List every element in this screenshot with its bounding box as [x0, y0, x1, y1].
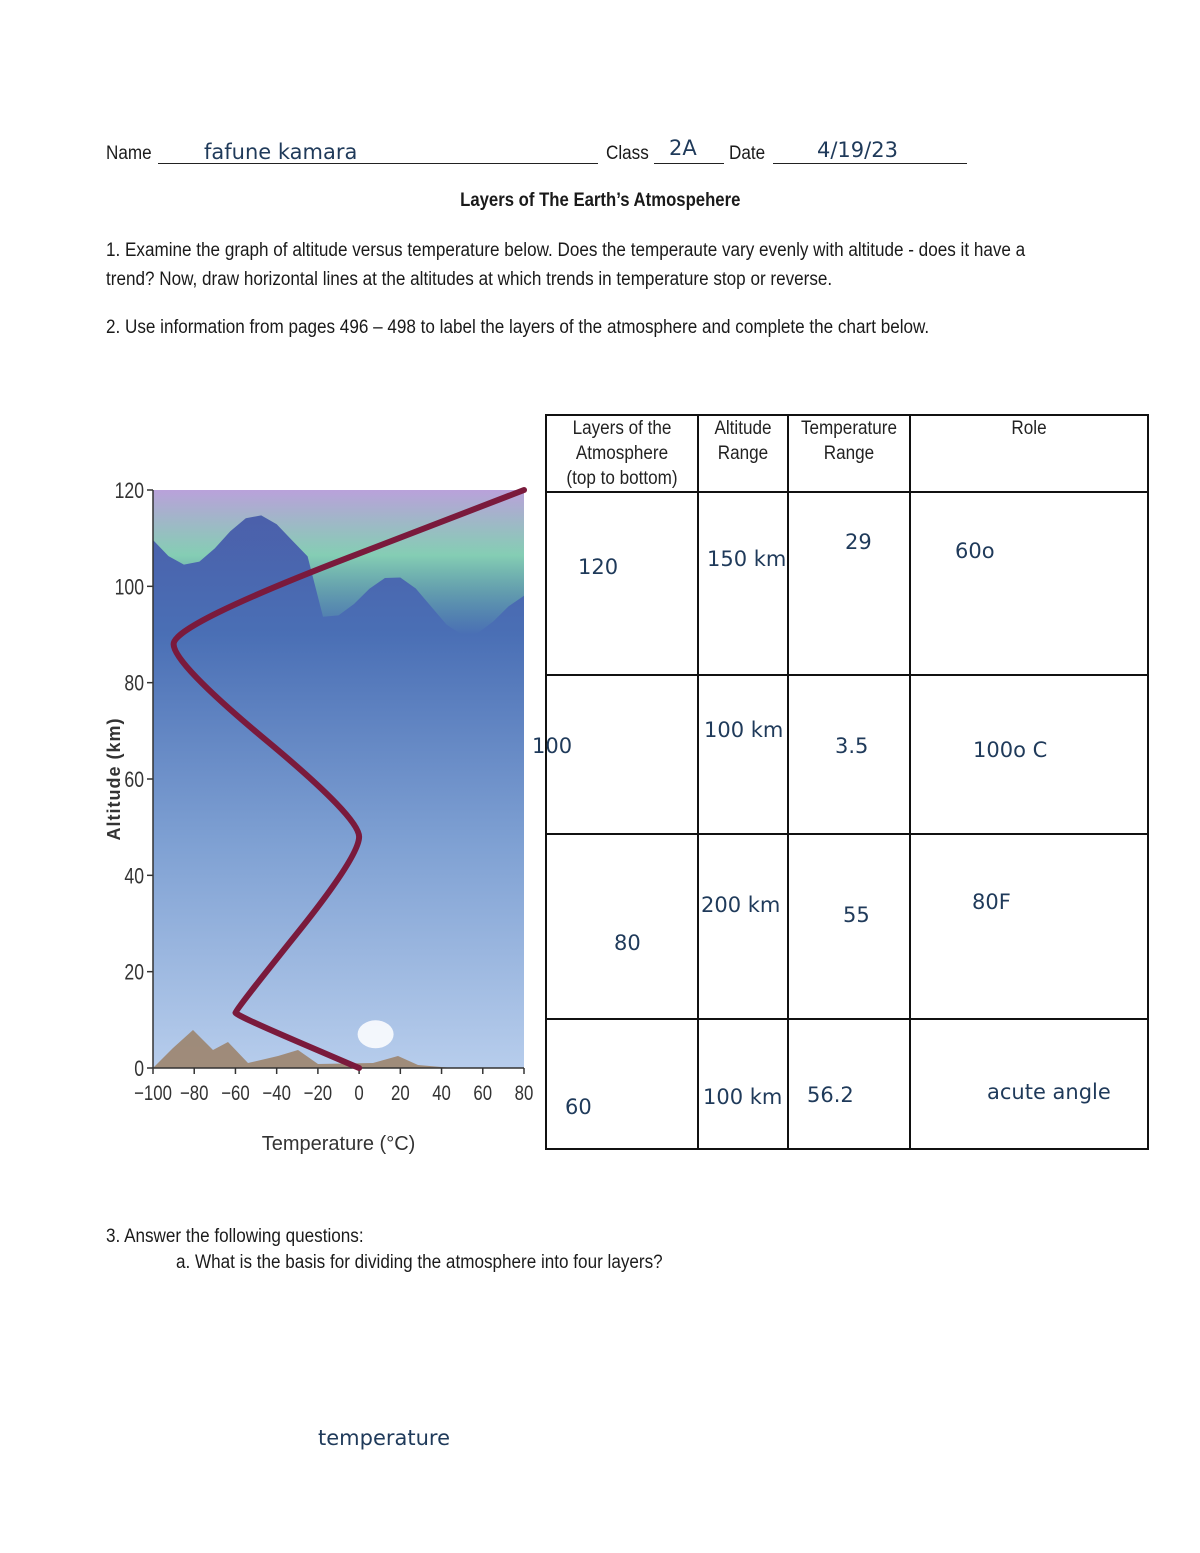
class-value[interactable]: 2A: [669, 136, 697, 160]
date-label: Date: [729, 143, 766, 164]
header-altitude: Altitude Range: [698, 415, 788, 492]
x-tick-label: 80: [514, 1082, 534, 1106]
cell-layer[interactable]: 120: [546, 492, 698, 675]
questions-header: 3. Answer the following questions:: [106, 1226, 364, 1247]
header-layers: Layers of the Atmosphere (top to bottom): [546, 415, 698, 492]
y-tick-label: 120: [114, 479, 144, 504]
cloud-decoration: [358, 1020, 394, 1048]
x-tick-label: 20: [390, 1082, 410, 1106]
instruction-2: 2. Use information from pages 496 – 498 to label the layers of the atmosphere and complete the chart below.: [106, 317, 930, 338]
cell-layer[interactable]: 60: [546, 1019, 698, 1149]
y-tick-label: 60: [124, 768, 144, 793]
y-axis-label: Altitude (km): [104, 717, 124, 841]
x-tick-label: −20: [303, 1082, 333, 1106]
instruction-1: 1. Examine the graph of altitude versus temperature below. Does the temperaute vary evenly with altitude - does it have a trend? Now, draw horizontal lines at the altitudes at which trends in temperature stop or reverse.: [106, 240, 1026, 290]
date-value[interactable]: 4/19/23: [817, 138, 898, 162]
table-row: [546, 834, 1148, 1019]
header-role: Role: [910, 415, 1148, 492]
name-value[interactable]: fafune kamara: [204, 140, 358, 164]
altitude-temperature-chart: [100, 470, 540, 1180]
x-tick-label: −80: [179, 1082, 209, 1106]
x-axis-label: Temperature (°C): [261, 1133, 416, 1155]
x-tick-label: 60: [473, 1082, 493, 1106]
x-tick-label: −100: [134, 1082, 172, 1106]
header-temperature: Temperature Range: [788, 415, 910, 492]
cell-role[interactable]: acute angle: [910, 1019, 1148, 1149]
y-tick-label: 100: [114, 575, 144, 600]
y-tick-label: 20: [124, 960, 144, 986]
x-tick-label: −60: [221, 1082, 250, 1106]
question-a: a. What is the basis for dividing the atmosphere into four layers?: [176, 1252, 663, 1273]
cell-altitude[interactable]: 200 km: [698, 834, 788, 1019]
x-tick-label: 0: [354, 1082, 364, 1106]
cell-role[interactable]: 80F: [910, 834, 1148, 1019]
cell-role[interactable]: 100o C: [910, 675, 1148, 834]
date-underline: [773, 163, 967, 164]
layers-table: [532, 414, 1149, 1150]
y-tick-label: 0: [134, 1057, 144, 1082]
table-row: [546, 675, 1148, 834]
class-underline: [654, 163, 724, 164]
name-label: Name: [106, 143, 152, 164]
y-tick-label: 40: [124, 864, 144, 889]
x-tick-label: 40: [432, 1082, 451, 1106]
cell-temperature[interactable]: 55: [788, 834, 910, 1019]
cell-altitude[interactable]: 150 km: [698, 492, 788, 675]
cell-layer[interactable]: 100: [546, 675, 698, 834]
table-row: [546, 1019, 1148, 1149]
class-label: Class: [606, 143, 649, 164]
cell-layer[interactable]: 80: [546, 834, 698, 1019]
cell-temperature[interactable]: 56.2: [788, 1019, 910, 1149]
x-tick-label: −40: [262, 1082, 291, 1106]
cell-altitude[interactable]: 100 km: [698, 675, 788, 834]
cell-altitude[interactable]: 100 km: [698, 1019, 788, 1149]
answer-a[interactable]: temperature: [318, 1426, 450, 1450]
page-title: Layers of The Earth’s Atmospehere: [459, 190, 741, 211]
cell-temperature[interactable]: 29: [788, 492, 910, 675]
y-tick-label: 80: [124, 671, 144, 697]
table-row: [546, 492, 1148, 675]
cell-role[interactable]: 60o: [910, 492, 1148, 675]
cell-temperature[interactable]: 3.5: [788, 675, 910, 834]
